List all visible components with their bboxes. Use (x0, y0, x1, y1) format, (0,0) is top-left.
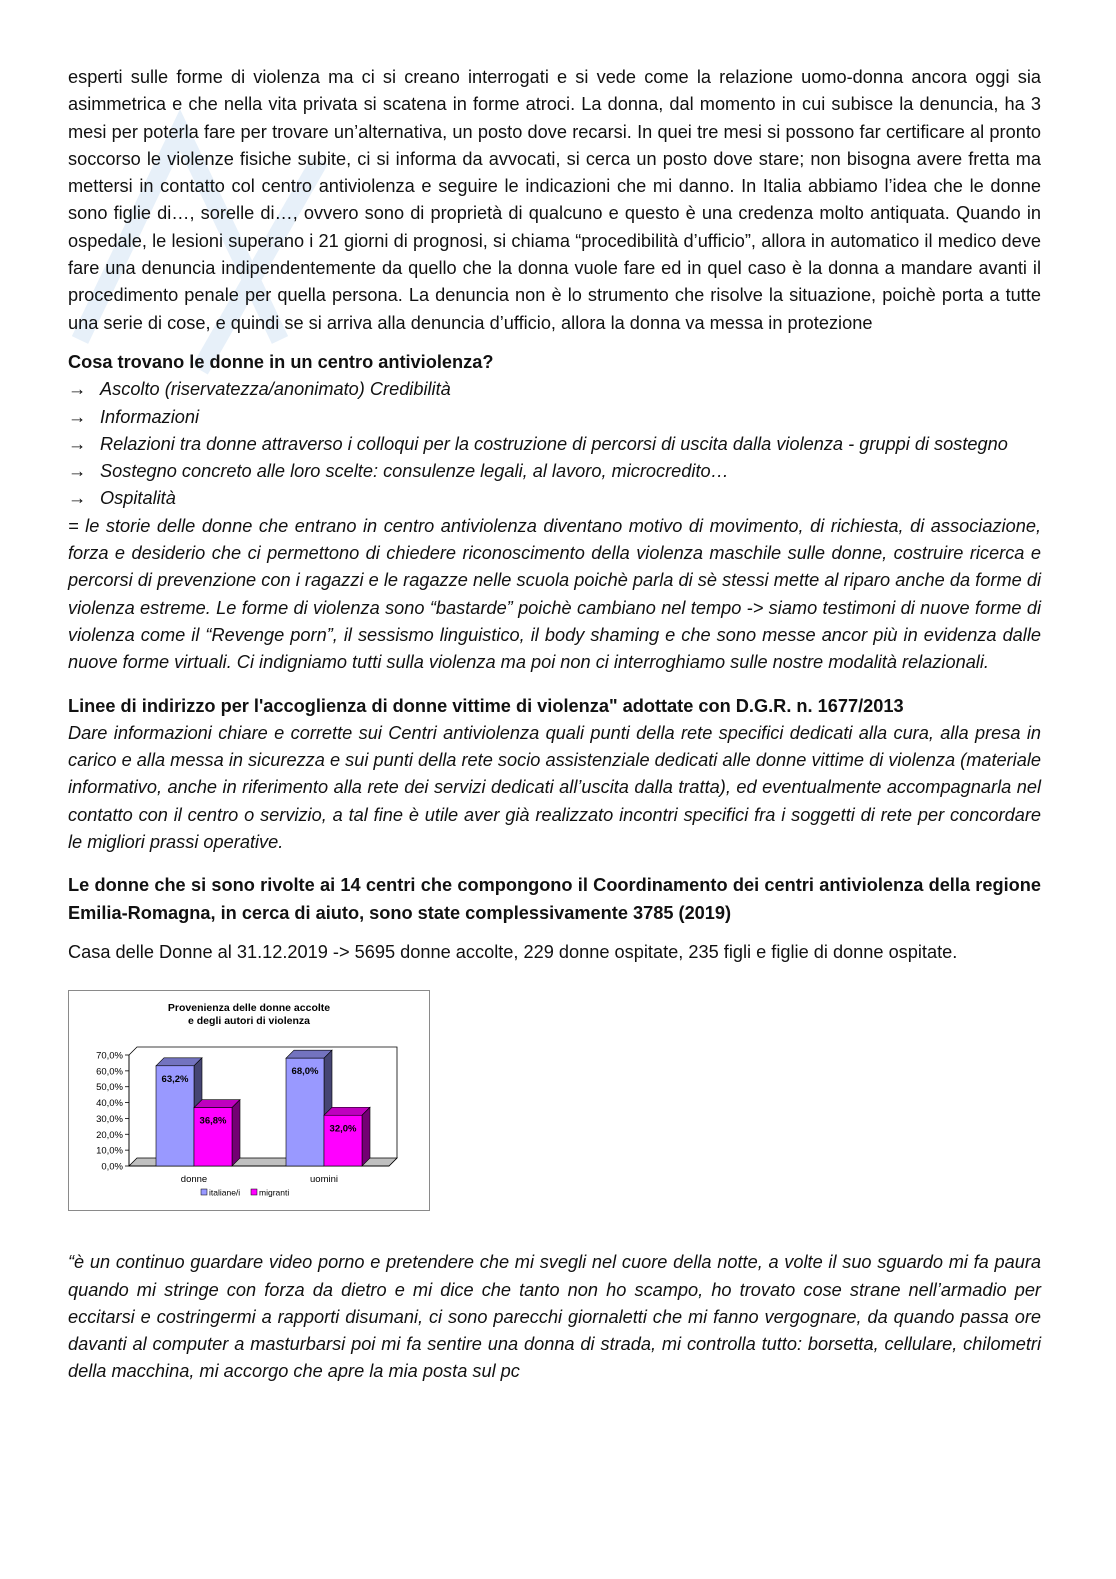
chart-title: Provenienza delle donne accolte (167, 1002, 331, 1015)
section-heading-linee: Linee di indirizzo per l'accoglienza di donne vittime di violenza" adottate con D.G.R. n. 1677/2013 (68, 695, 904, 716)
legend-label: migranti (259, 1187, 290, 1198)
data-label: 36,8% (199, 1115, 227, 1127)
italic-paragraph: = le storie delle donne che entrano in centro antiviolenza diventano motivo di movimento, di richiesta, di associazione, forza e desiderio che ci permettono di chiedere riconoscimento della violenza maschile sulle donne, costruire ricerca e percorsi di prevenzione con i ragazzi e le ragazze nelle scuola poichè parla di sè stessi mette al riparo anche da forme di violenza estreme. Le forme di violenza sono “bastarde” poichè cambiano nel tempo -> siamo testimoni di nuove forme di violenza come il “Revenge porn”, il sessismo linguistico, il body shaming e che sono messe ancor più in evidenza dalle nuove forme virtuali. Ci indigniamo tutti sulla violenza ma poi non ci interroghiamo sulle nostre modalità relazionali. (68, 515, 1041, 673)
services-list (68, 376, 1041, 512)
y-tick-label: 40,0% (96, 1098, 123, 1110)
x-tick-label: donne (180, 1174, 208, 1186)
testimony-quote: “è un continuo guardare video porno e pretendere che mi svegli nel cuore della notte, a volte il suo sguardo mi fa paura quando mi stringe con forza da dietro e mi dice che tanto non ho scampo, ho trovato cose strane nell’armadio per eccitarsi e costringermi a rapporti disumani, ci sono parecchi giornaletti che mi fanno vergognare, da quando passa ore davanti al computer a masturbarsi poi mi fa sentire una donna di strada, mi controlla tutto: borsetta, cellulare, chilometri della macchina, mi accorgo che apre la mia posta sul pc (68, 1252, 1041, 1382)
list-item: → Relazioni tra donne attraverso i colloqui per la costruzione di percorsi di uscita dalla violenza - gruppi di sostegno (68, 431, 1041, 458)
data-label: 68,0% (291, 1066, 319, 1078)
document-page (68, 64, 1041, 1386)
y-tick-label: 10,0% (96, 1145, 123, 1157)
data-label: 32,0% (329, 1123, 357, 1135)
section-linee-text: Dare informazioni chiare e corrette sui Centri antiviolenza quali punti della rete specifici dedicati alla cura, alla presa in carico e alla messa in sicurezza e sui punti della rete socio assistenziale dedicati alle donne vittime di violenza (materiale informativo, anche in riferimento alla rete dei servizi dedicati all’uscita dalla tratta), ed eventualmente accompagnarla nel contatto con il centro o servizio, a tal fine è utile aver già realizzato incontri specifici fra i soggetti di rete per concordare le migliori prassi operative. (68, 722, 1041, 853)
data-label: 63,2% (161, 1073, 189, 1085)
y-tick-label: 70,0% (96, 1050, 123, 1062)
bar-chart (68, 990, 430, 1211)
chart-canvas (69, 991, 429, 1210)
y-tick-label: 60,0% (96, 1066, 123, 1078)
stats-line: Casa delle Donne al 31.12.2019 -> 5695 donne accolte, 229 donne ospitate, 235 figli e figlie di donne ospitate. (68, 941, 958, 962)
section-heading-coordinamento: Le donne che si sono rivolte ai 14 centri che compongono il Coordinamento dei centri antiviolenza della regione Emilia-Romagna, in cerca di aiuto, sono state complessivamente 3785 (2019) (68, 875, 1041, 923)
list-item: → Sostegno concreto alle loro scelte: consulenze legali, al lavoro, microcredito… (68, 458, 1041, 485)
legend-swatch (201, 1189, 207, 1195)
arrow-right-icon: → (68, 461, 87, 482)
arrow-right-icon: → (68, 488, 87, 509)
bar-side (232, 1100, 240, 1166)
y-tick-label: 20,0% (96, 1129, 123, 1141)
legend-swatch (251, 1189, 257, 1195)
y-tick-label: 50,0% (96, 1082, 123, 1094)
list-item: → Ascolto (riservatezza/anonimato) Credibilità (68, 376, 1041, 403)
legend-label: italiane/i (209, 1187, 241, 1198)
bar-side (362, 1107, 370, 1166)
y-tick-label: 30,0% (96, 1114, 123, 1126)
intro-paragraph: esperti sulle forme di violenza ma ci si creano interrogati e si vede come la relazione uomo-donna ancora oggi sia asimmetrica e che nella vita privata si scatena in forme atroci. La donna, dal momento in cui subisce la denuncia, ha 3 mesi per poterla fare per trovare un’alternativa, un posto dove recarsi. In quei tre mesi si possono far certificare al pronto soccorso le violenze fisiche subite, ci si informa da avvocati, si cerca un posto dove stare; non bisogna avere fretta ma mettersi in contatto col centro antiviolenza e seguire le indicazioni che mi danno. In Italia abbiamo l’idea che le donne sono figlie di…, sorelle di…, ovvero sono di proprietà di qualcuno e questo è una credenza molto antiquata. Quando in ospedale, le lesioni superano i 21 giorni di prognosi, si chiama “procedibilità d’ufficio”, allora in automatico il medico deve fare una denuncia indipendentemente da quello che la donna vuole fare ed in quel caso è la donna a mandare avanti il procedimento penale per quella persona. La denuncia non è lo strumento che risolve la situazione, poichè porta a tutte una serie di cose, e quindi se si arriva alla denuncia d’ufficio, allora la donna va messa in protezione (68, 67, 1041, 333)
x-tick-label: uomini (310, 1174, 338, 1186)
list-item: → Ospitalità (68, 485, 1041, 512)
list-item: → Informazioni (68, 404, 1041, 431)
section-heading-centro: Cosa trovano le donne in un centro antiviolenza? (68, 351, 494, 372)
chart-title: e degli autori di violenza (188, 1015, 310, 1028)
arrow-right-icon: → (68, 433, 87, 454)
arrow-right-icon: → (68, 406, 87, 427)
arrow-right-icon: → (68, 379, 87, 400)
y-tick-label: 0,0% (101, 1161, 123, 1173)
